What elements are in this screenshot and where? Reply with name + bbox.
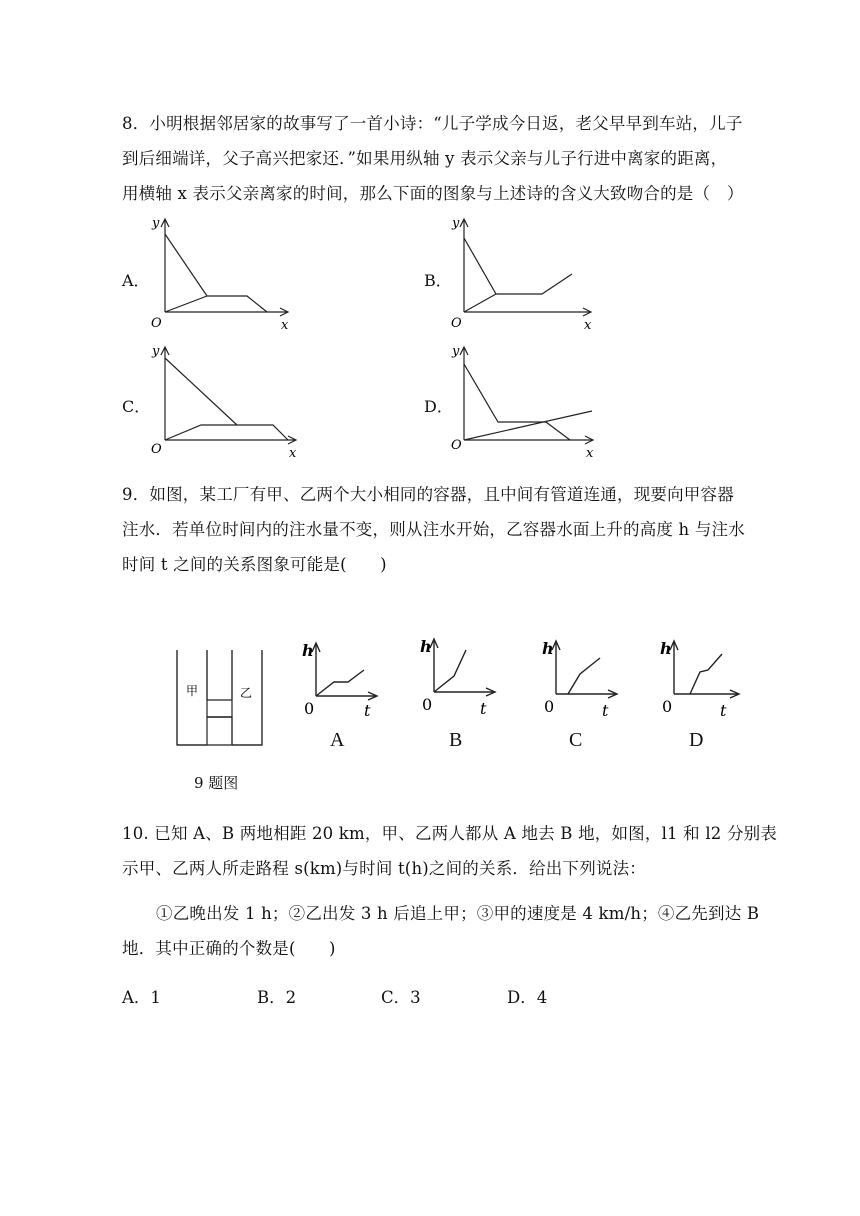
q10-choice-d[interactable]: D．4	[507, 988, 548, 1007]
origin-label: 0	[304, 699, 315, 718]
q8-graph-b	[446, 212, 601, 334]
container-yi-label: 乙	[240, 686, 253, 700]
h-axis-label: h	[420, 637, 432, 656]
y-axis-label: y	[452, 216, 460, 231]
q10-line-3: ①乙晚出发 1 h；②乙出发 3 h 后追上甲；③甲的速度是 4 km/h；④乙先到达 B	[156, 904, 760, 923]
t-axis-label: t	[364, 701, 371, 718]
q9-graph-c	[540, 636, 620, 718]
h-axis-label: h	[302, 641, 314, 660]
container-jia-label: 甲	[186, 684, 199, 698]
t-axis-label: t	[602, 701, 609, 718]
q10-choice-b[interactable]: B．2	[257, 988, 297, 1007]
q9-figure-caption: 9 题图	[194, 774, 239, 792]
q9-graph-d	[658, 636, 742, 718]
t-axis-label: t	[720, 701, 727, 718]
q9-line-1: 9．如图，某工厂有甲、乙两个大小相同的容器，且中间有管道连通，现要向甲容器	[122, 485, 734, 504]
q8-option-d-label: D．	[424, 397, 453, 416]
y-axis-label: y	[452, 344, 460, 359]
q9-option-c-label: C	[569, 729, 583, 751]
q10-line-2: 示甲、乙两人所走路程 s(km)与时间 t(h)之间的关系．给出下列说法：	[122, 859, 647, 878]
q10-line-4: 地．其中正确的个数是( )	[122, 939, 336, 958]
q10-choice-c[interactable]: C．3	[381, 988, 421, 1007]
y-axis-label: y	[152, 216, 160, 231]
q9-container-figure	[170, 645, 270, 750]
origin-label: O	[151, 316, 162, 331]
x-axis-label: x	[289, 446, 297, 461]
q9-line-2: 注水．若单位时间内的注水量不变，则从注水开始，乙容器水面上升的高度 h 与注水	[122, 520, 745, 539]
q8-line-3: 用横轴 x 表示父亲离家的时间，那么下面的图象与上述诗的含义大致吻合的是（ ）	[122, 184, 744, 203]
q8-option-a-label: A．	[122, 271, 150, 290]
origin-label: 0	[544, 697, 555, 716]
q8-option-c-label: C．	[122, 397, 151, 416]
origin-label: 0	[662, 697, 673, 716]
t-axis-label: t	[480, 699, 487, 718]
origin-label: O	[451, 316, 462, 331]
h-axis-label: h	[660, 639, 672, 658]
q9-option-d-label: D	[689, 729, 704, 751]
q8-line-1: 8．小明根据邻居家的故事写了一首小诗：“儿子学成今日返，老父早早到车站，儿子	[122, 114, 743, 133]
q8-graph-a	[145, 212, 295, 334]
h-axis-label: h	[542, 639, 554, 658]
q9-option-a-label: A	[330, 729, 345, 751]
q10-choice-a[interactable]: A．1	[122, 988, 161, 1007]
q9-option-b-label: B	[449, 729, 463, 751]
q9-line-3: 时间 t 之间的关系图象可能是( )	[122, 555, 387, 574]
origin-label: 0	[422, 695, 433, 714]
q8-option-b-label: B．	[424, 271, 452, 290]
q8-graph-c	[145, 340, 305, 462]
x-axis-label: x	[586, 446, 594, 461]
q10-line-1: 10. 已知 A、B 两地相距 20 km，甲、乙两人都从 A 地去 B 地，如图，l1 和 l2 分别表	[122, 824, 778, 843]
q9-graph-a	[300, 638, 380, 718]
q9-graph-b	[418, 632, 498, 718]
q8-graph-d	[446, 340, 606, 462]
origin-label: O	[151, 442, 162, 457]
y-axis-label: y	[152, 344, 160, 359]
q8-line-2: 到后细端详，父子高兴把家还．”如果用纵轴 y 表示父亲与儿子行进中离家的距离，	[122, 149, 728, 168]
origin-label: O	[451, 438, 462, 453]
x-axis-label: x	[584, 318, 592, 333]
q10-choices	[122, 984, 547, 1008]
x-axis-label: x	[281, 318, 289, 333]
